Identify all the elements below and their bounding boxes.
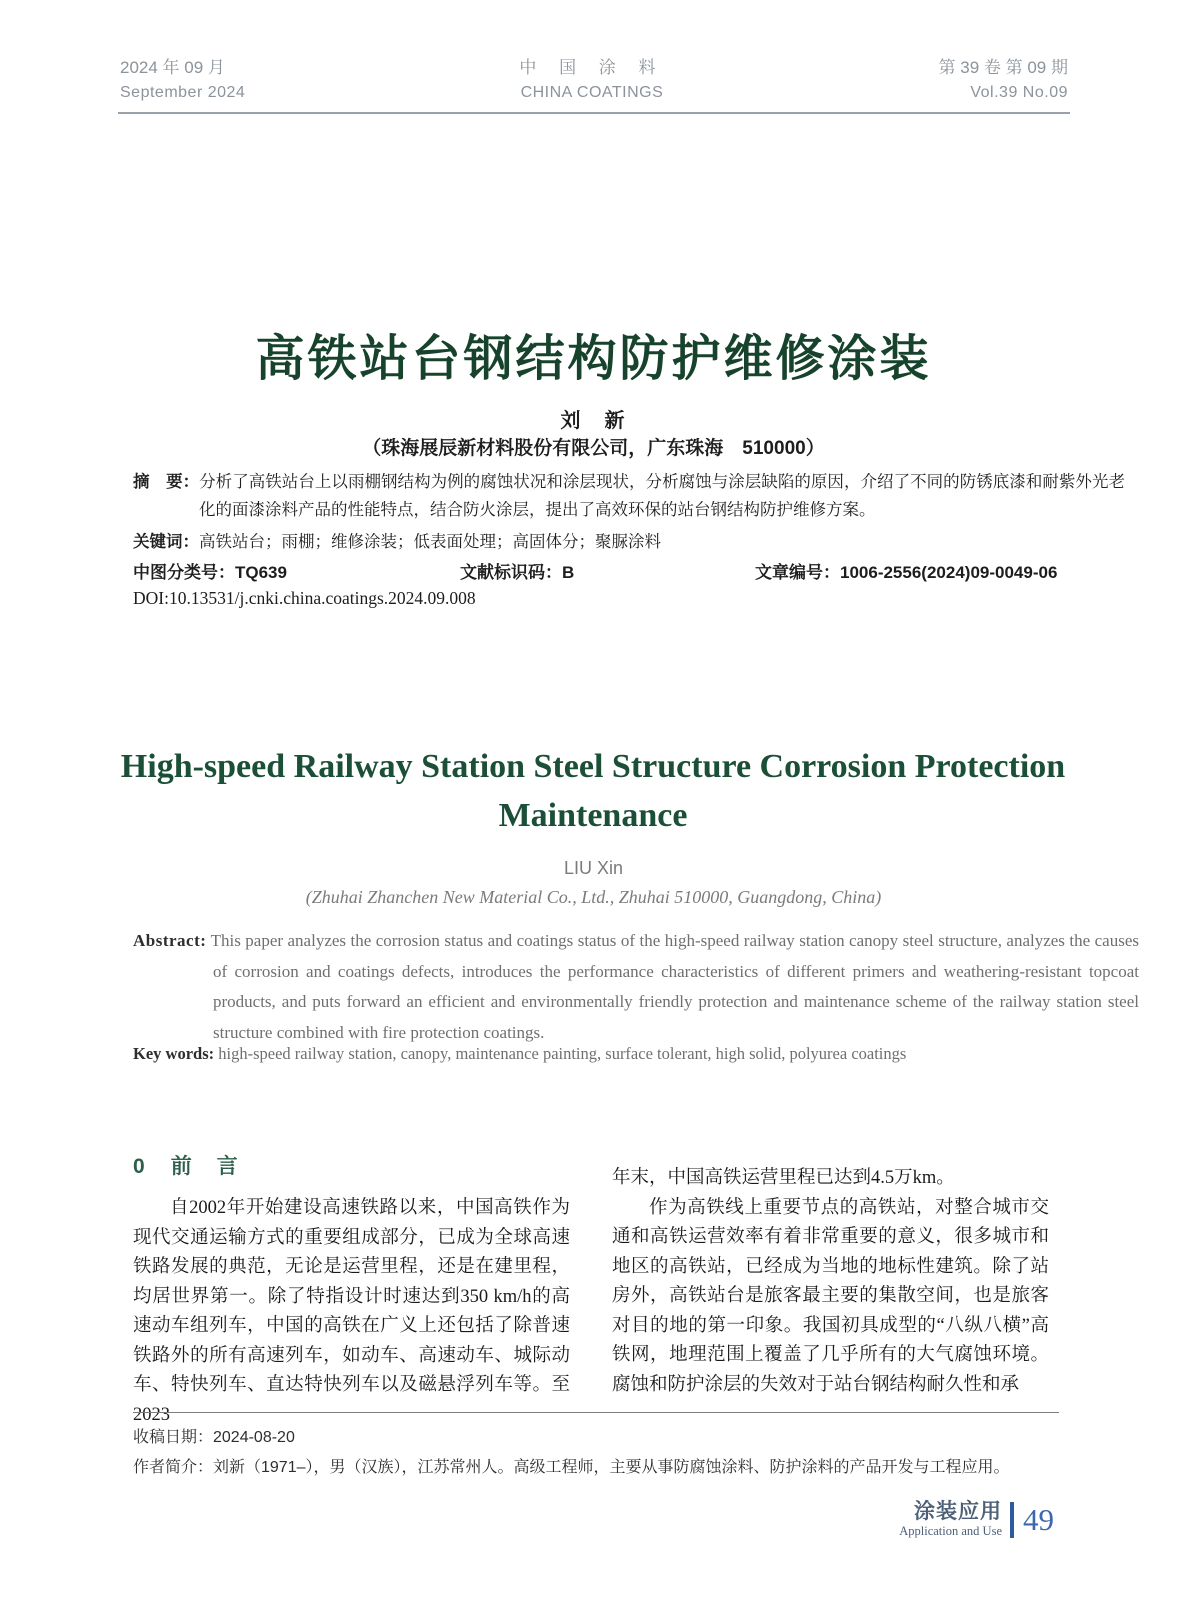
clc-number: 中图分类号：TQ639 [133, 563, 287, 582]
journal-issue-en: Vol.39 No.09 [970, 84, 1068, 101]
article-title-en: High-speed Railway Station Steel Structure Corrosion Protection Maintenance [120, 748, 1066, 834]
classification-row [133, 558, 1059, 584]
body-column-left [133, 1152, 570, 1430]
section-title: 前 言 [170, 1155, 240, 1178]
column-name [899, 1500, 1002, 1539]
journal-name-en: CHINA COATINGS [520, 84, 664, 101]
section-heading-intro [133, 1152, 570, 1182]
author-zh: 刘 新 [560, 410, 627, 432]
document-code: 文献标识码：B [460, 563, 575, 582]
intro-paragraph-left: 自2002年开始建设高速铁路以来，中国高铁作为现代交通运输方式的重要组成部分，已成为全球高速铁路发展的典范，无论是运营里程，还是在建里程，均居世界第一。除了特指设计时速达到350 km/h的高速动车组列车，中国的高铁在广义上还包括了除普速铁路外的所有高速列车，如动车、高速动车、城际动车、特快列车、直达特快列车以及磁悬浮列车等。至2023 [133, 1198, 570, 1425]
affiliation-zh: （珠海展辰新材料股份有限公司，广东珠海 510000） [362, 438, 825, 459]
journal-date [120, 55, 245, 105]
doi: DOI:10.13531/j.cnki.china.coatings.2024.09.008 [133, 588, 476, 608]
journal-name [519, 55, 664, 105]
abstract-zh-text: 分析了高铁站台上以雨棚钢结构为例的腐蚀状况和涂层现状，分析腐蚀与涂层缺陷的原因，介绍了不同的防锈底漆和耐紫外光老化的面漆涂料产品的性能特点，结合防火涂层，提出了高效环保的站台钢结构防护维修方案。 [199, 473, 1126, 519]
journal-header [120, 55, 1068, 105]
column-name-en: Application and Use [899, 1524, 1002, 1538]
article-number: 文章编号：1006-2556(2024)09-0049-06 [755, 563, 1058, 582]
journal-issue-zh: 第 39 卷 第 09 期 [938, 58, 1068, 77]
abstract-zh-label: 摘 要： [133, 473, 200, 491]
received-date: 收稿日期：2024-08-20 [133, 1429, 295, 1446]
abstract-en [133, 926, 1139, 1048]
journal-date-en: September 2024 [120, 84, 246, 101]
keywords-en-label: Key words: [133, 1044, 215, 1063]
intro-paragraph-2: 作为高铁线上重要节点的高铁站，对整合城市交通和高铁运营效率有着非常重要的意义，很多城市和地区的高铁站，已经成为当地的地标性建筑。除了站房外，高铁站台是旅客最主要的集散空间，也是旅客对目的地的第一印象。我国初具成型的“八纵八横”高铁网，地理范围上覆盖了几乎所有的大气腐蚀环境。腐蚀和防护涂层的失效对于站台钢结构耐久性和承 [612, 1197, 1049, 1395]
author-bio: 作者简介：刘新（1971–），男（汉族），江苏常州人。高级工程师，主要从事防腐蚀涂料、防护涂料的产品开发与工程应用。 [133, 1459, 1010, 1476]
keywords-en-text: high-speed railway station, canopy, maintenance painting, surface tolerant, high solid, polyurea coatings [218, 1044, 907, 1063]
footer-divider-bar [1010, 1502, 1014, 1538]
author-en: LIU Xin [563, 858, 624, 878]
journal-date-zh: 2024 年 09 月 [120, 58, 225, 77]
page-footer [899, 1500, 1054, 1539]
abstract-zh [133, 468, 1125, 524]
column-name-zh: 涂装应用 [914, 1500, 1002, 1523]
journal-name-zh: 中 国 涂 料 [519, 58, 665, 77]
keywords-zh [133, 528, 1059, 556]
page-number: 49 [1023, 1501, 1054, 1537]
keywords-zh-text: 高铁站台；雨棚；维修涂装；低表面处理；高固体分；聚脲涂料 [199, 533, 661, 551]
abstract-en-label: Abstract: [133, 931, 207, 950]
section-number: 0 [133, 1155, 145, 1178]
affiliation-en: (Zhuhai Zhanchen New Material Co., Ltd., Zhuhai 510000, Guangdong, China) [305, 887, 882, 907]
keywords-en [133, 1040, 1059, 1067]
keywords-zh-label: 关键词： [133, 533, 199, 551]
intro-paragraph-continuation: 年末，中国高铁运营里程已达到4.5万km。 [612, 1168, 955, 1188]
header-divider [118, 112, 1070, 114]
body-column-right [612, 1164, 1049, 1400]
footnote-divider [133, 1412, 1059, 1413]
abstract-en-text: This paper analyzes the corrosion status and coatings status of the high-speed railway station canopy steel structure, analyzes the causes of corrosion and coatings defects, introduces the performance characteristics of different primers and weathering-resistant topcoat products, and puts forward an efficient and environmentally friendly protection and maintenance scheme of the railway station steel structure combined with fire protection coatings. [210, 931, 1139, 1042]
journal-issue [939, 55, 1068, 105]
article-title-zh: 高铁站台钢结构防护维修涂装 [255, 332, 932, 386]
